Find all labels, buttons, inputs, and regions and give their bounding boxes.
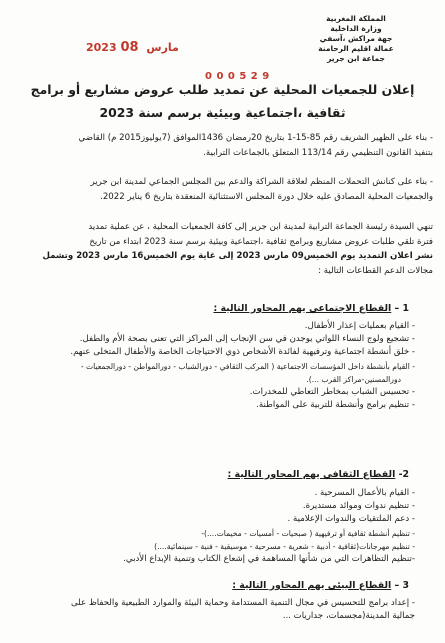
list-item: - تنظيم برامج وأنشطة للتربية على المواطنة. xyxy=(256,400,415,411)
list-item: - تنظيم مهرجانات(ثقافية - أدبية - شعرية - مسرحية - موسيقية - فنية - سينمائية....) xyxy=(154,541,415,551)
list-item: - تشجيع ولوج النساء اللواتي يوجدن في سن الإنجاب إلى المراكز التي تعنى بصحة الأم والطفل. xyxy=(79,334,415,345)
list-item: - إعداد برامج للتحسيس في مجال التنمية المستدامة وحماية البيئة والموارد الطبيعية والحفاظ على xyxy=(70,598,415,608)
paragraph-line: - بناء على الظهير الشريف رقم 85-15-1 بتاريخ 20رمضان 1436الموافق (7يوليوز2015 م) القاضي xyxy=(78,133,433,143)
stamp-year: 2023 xyxy=(86,41,117,54)
paragraph-legal-basis-2 xyxy=(16,175,433,204)
stamp-month: مارس xyxy=(146,41,179,54)
stamp-day: 08 xyxy=(120,40,139,55)
section-list-environmental xyxy=(14,597,415,623)
section-label: القطاع الثقافي يهم المحاور التالية : xyxy=(227,469,396,480)
paragraph-announcement xyxy=(16,220,433,278)
date-stamp xyxy=(86,40,179,55)
letterhead-line: وزارة الداخلية xyxy=(330,24,382,33)
list-item: - القيام بعمليات إعذار الأطفال. xyxy=(304,321,415,331)
letterhead xyxy=(281,14,431,64)
announcement-title: إعلان للجمعيات المحلية عن تمديد طلب عروض مشاريع أو برامج xyxy=(30,82,415,97)
paragraph-line: بتنفيذ القانون التنظيمي رقم 113/14 المتعلق بالجماعات الترابية. xyxy=(203,147,433,158)
paragraph-line: نشر اعلان التمديد يوم الخميس09 مارس 2023 إلى غاية يوم الخميس16 مارس 2023 وتشمل xyxy=(42,251,433,262)
list-item: - تنظيم أنشطة ثقافية أو ترفيهية ( صبحيات - أمسيات - مخيمات....)- xyxy=(201,528,415,538)
paragraph-legal-basis-1 xyxy=(16,131,433,160)
announcement-subtitle: ثقافية ،اجتماعية وبيئية برسم سنة 2023 xyxy=(99,105,346,120)
paragraph-line: تنهي السيدة رئيسة الجماعة الترابية لمدينة ابن جرير إلى كافة الجمعيات المحلية ، عن عملية تمديد xyxy=(88,222,433,232)
section-heading-environmental xyxy=(232,580,409,591)
letterhead-line: المملكة المغربية xyxy=(326,14,386,23)
section-list-cultural xyxy=(14,487,415,566)
list-item: - تحسيس الشباب بمخاطر التعاطي للمخدرات. xyxy=(249,387,415,398)
paragraph-line: - بناء على كنانش التحملات المنظم لعلاقة الشراكة والدعم بين المجلس الجماعي لمدينة ابن جرير xyxy=(90,177,433,187)
section-label: القطاع البيئي يهم المحاور التالية : xyxy=(232,580,392,591)
section-number: 3 – xyxy=(394,580,409,591)
list-item: - القيام بأنشطة داخل المؤسسات الاجتماعية ( المركب الثقافي - دورالشباب - دورالمواطن - دورالجمعيات - xyxy=(80,361,415,371)
letterhead-line: جهة مراكش ،آسفي xyxy=(319,34,393,43)
list-item: - القيام بالأعمال المسرحية . xyxy=(314,488,415,498)
section-heading-cultural xyxy=(228,469,409,480)
section-list-social xyxy=(14,320,415,412)
section-number: 1 – xyxy=(394,303,409,314)
letterhead-line: جماعة ابن جرير xyxy=(327,54,385,63)
list-item: - خلق أنشطة اجتماعية وترفيهية لفائدة الأشخاص ذوي الاحتياجات الخاصة والأطفال المتخلى عنهم. xyxy=(70,347,415,358)
letterhead-line: عمالة اقليم الرحامنة xyxy=(318,44,394,53)
list-item: - دعم الملتقيات والندوات الإعلامية . xyxy=(287,514,415,525)
reference-number: 0 0 0 5 2 9 xyxy=(205,71,270,82)
paragraph-line: والجمعيات المحلية المصادق عليه خلال دورة المجلس الاستثنائية المنعقدة بتاريخ 6 يناير 2022. xyxy=(100,191,433,202)
list-item: جمالية المدينة(مجسمات، جداريات ... xyxy=(282,611,415,622)
paragraph-line: مجالات الدعم القطاعات التالية : xyxy=(318,265,433,276)
list-item: - تنظيم ندوات وموائد مستديرة. xyxy=(302,501,415,512)
list-item: دورالمسنين-مراكز القرب ...). xyxy=(306,374,401,384)
section-label: القطاع الاجتماعي يهم المحاور التالية : xyxy=(213,303,392,314)
paragraph-line: فترة تلقي طلبات عروض مشاريع وبرامج ثقافية ،اجتماعية وبيئية برسم سنة 2023 ابتداء من تاريخ xyxy=(89,236,433,247)
section-heading-social xyxy=(213,303,409,314)
list-item: -تنظيم التظاهرات التي من شأنها المساهمة في إشعاع الكتاب وتنمية الإبداع الأدبي. xyxy=(123,554,415,565)
section-number: 2- xyxy=(398,469,409,480)
